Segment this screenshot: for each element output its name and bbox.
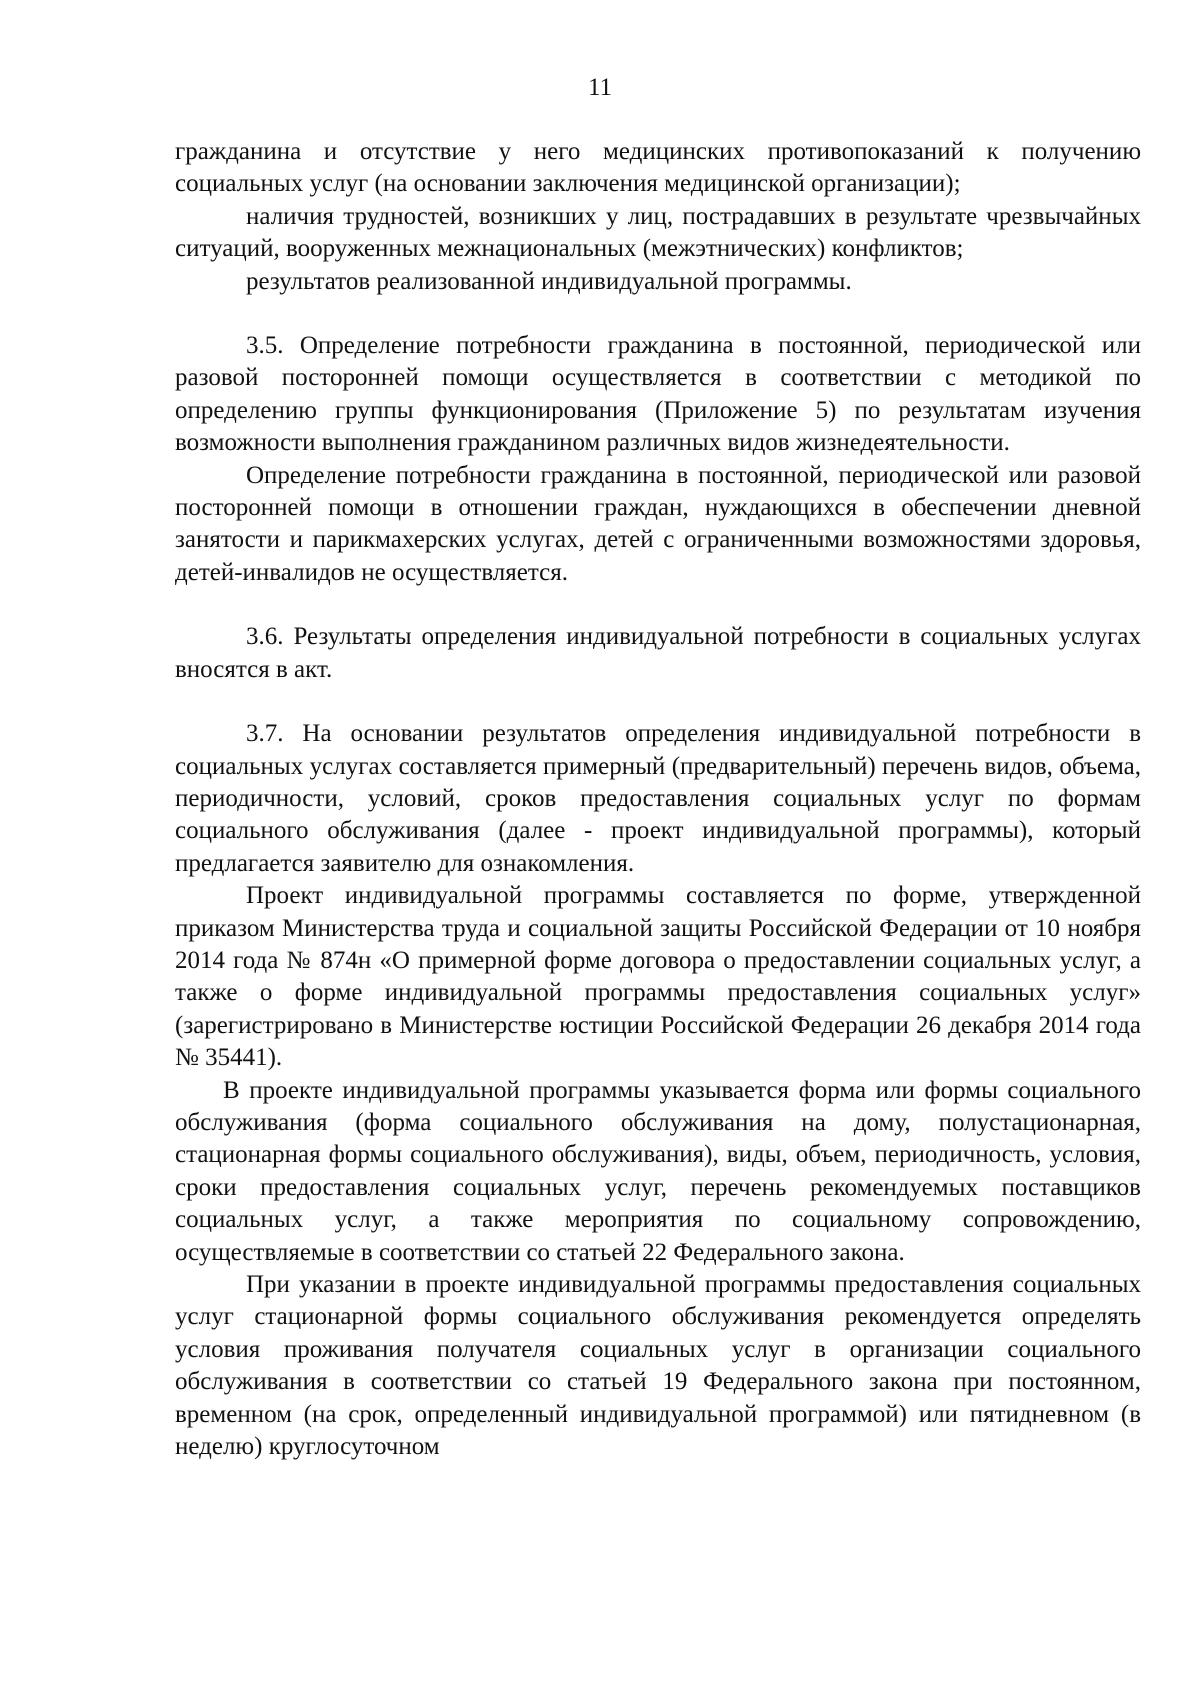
paragraph-3-5: 3.5. Определение потребности гражданина в постоянной, периодической или разовой посторонней помощи осуществляется в соответствии с методикой по определению группы функционирования (Приложение 5) по результатам изучения возможности выполнения гражданином различных видов жизнедеятельности. <box>175 332 1141 457</box>
paragraph-continuation: гражданина и отсутствие у него медицинских противопоказаний к получению социальных услуг (на основании заключения медицинской организации); <box>175 138 1141 198</box>
paragraph-stationary-form: При указании в проекте индивидуальной программы предоставления социальных услуг стационарной формы социального обслуживания рекомендуется определять условия проживания получателя социальных услуг в организации социального обслуживания в соответствии со статьей 19 Федерального закона при постоянном, временном (на срок, определенный индивидуальной программой) или пятидневном (в неделю) круглосуточном <box>175 1271 1141 1461</box>
paragraph-results: результатов реализованной индивидуальной программы. <box>246 267 852 295</box>
paragraph-project-contents: В проекте индивидуальной программы указывается форма или формы социального обслуживания (форма социального обслуживания на дому, полустационарная, стационарная формы социального обслуживания), виды, объем, периодичность, условия, сроки предоставления социальных услуг, перечень рекомендуемых поставщиков социальных услуг, а также мероприятия по социальному сопровождению, осуществляемые в соответствии со статьей 22 Федерального закона. <box>175 1076 1141 1266</box>
document-body <box>175 136 1141 1463</box>
page-number: 11 <box>587 74 613 101</box>
paragraph-3-5-note: Определение потребности гражданина в постоянной, периодической или разовой посторонней помощи в отношении граждан, нуждающихся в обеспечении дневной занятости и парикмахерских услугах, детей с ограниченными возможностями здоровья, детей-инвалидов не осуществляется. <box>175 461 1141 586</box>
paragraph-3-6: 3.6. Результаты определения индивидуальной потребности в социальных услугах вносятся в акт. <box>175 623 1141 683</box>
paragraph-difficulties: наличия трудностей, возникших у лиц, пострадавших в результате чрезвычайных ситуаций, вооруженных межнациональных (межэтнических) конфликтов; <box>175 202 1141 263</box>
paragraph-project-form: Проект индивидуальной программы составляется по форме, утвержденной приказом Министерства труда и социальной защиты Российской Федерации от 10 ноября 2014 года № 874н «О примерной форме договора о предоставлении социальных услуг, а также о форме индивидуальной программы предоставления социальных услуг» (зарегистрировано в Министерстве юстиции Российской Федерации 26 декабря 2014 года № 35441). <box>175 882 1141 1072</box>
paragraph-3-7: 3.7. На основании результатов определения индивидуальной потребности в социальных услугах составляется примерный (предварительный) перечень видов, объема, периодичности, условий, сроков предоставления социальных услуг по формам социального обслуживания (далее - проект индивидуальной программы), который предлагается заявителю для ознакомления. <box>175 720 1141 877</box>
